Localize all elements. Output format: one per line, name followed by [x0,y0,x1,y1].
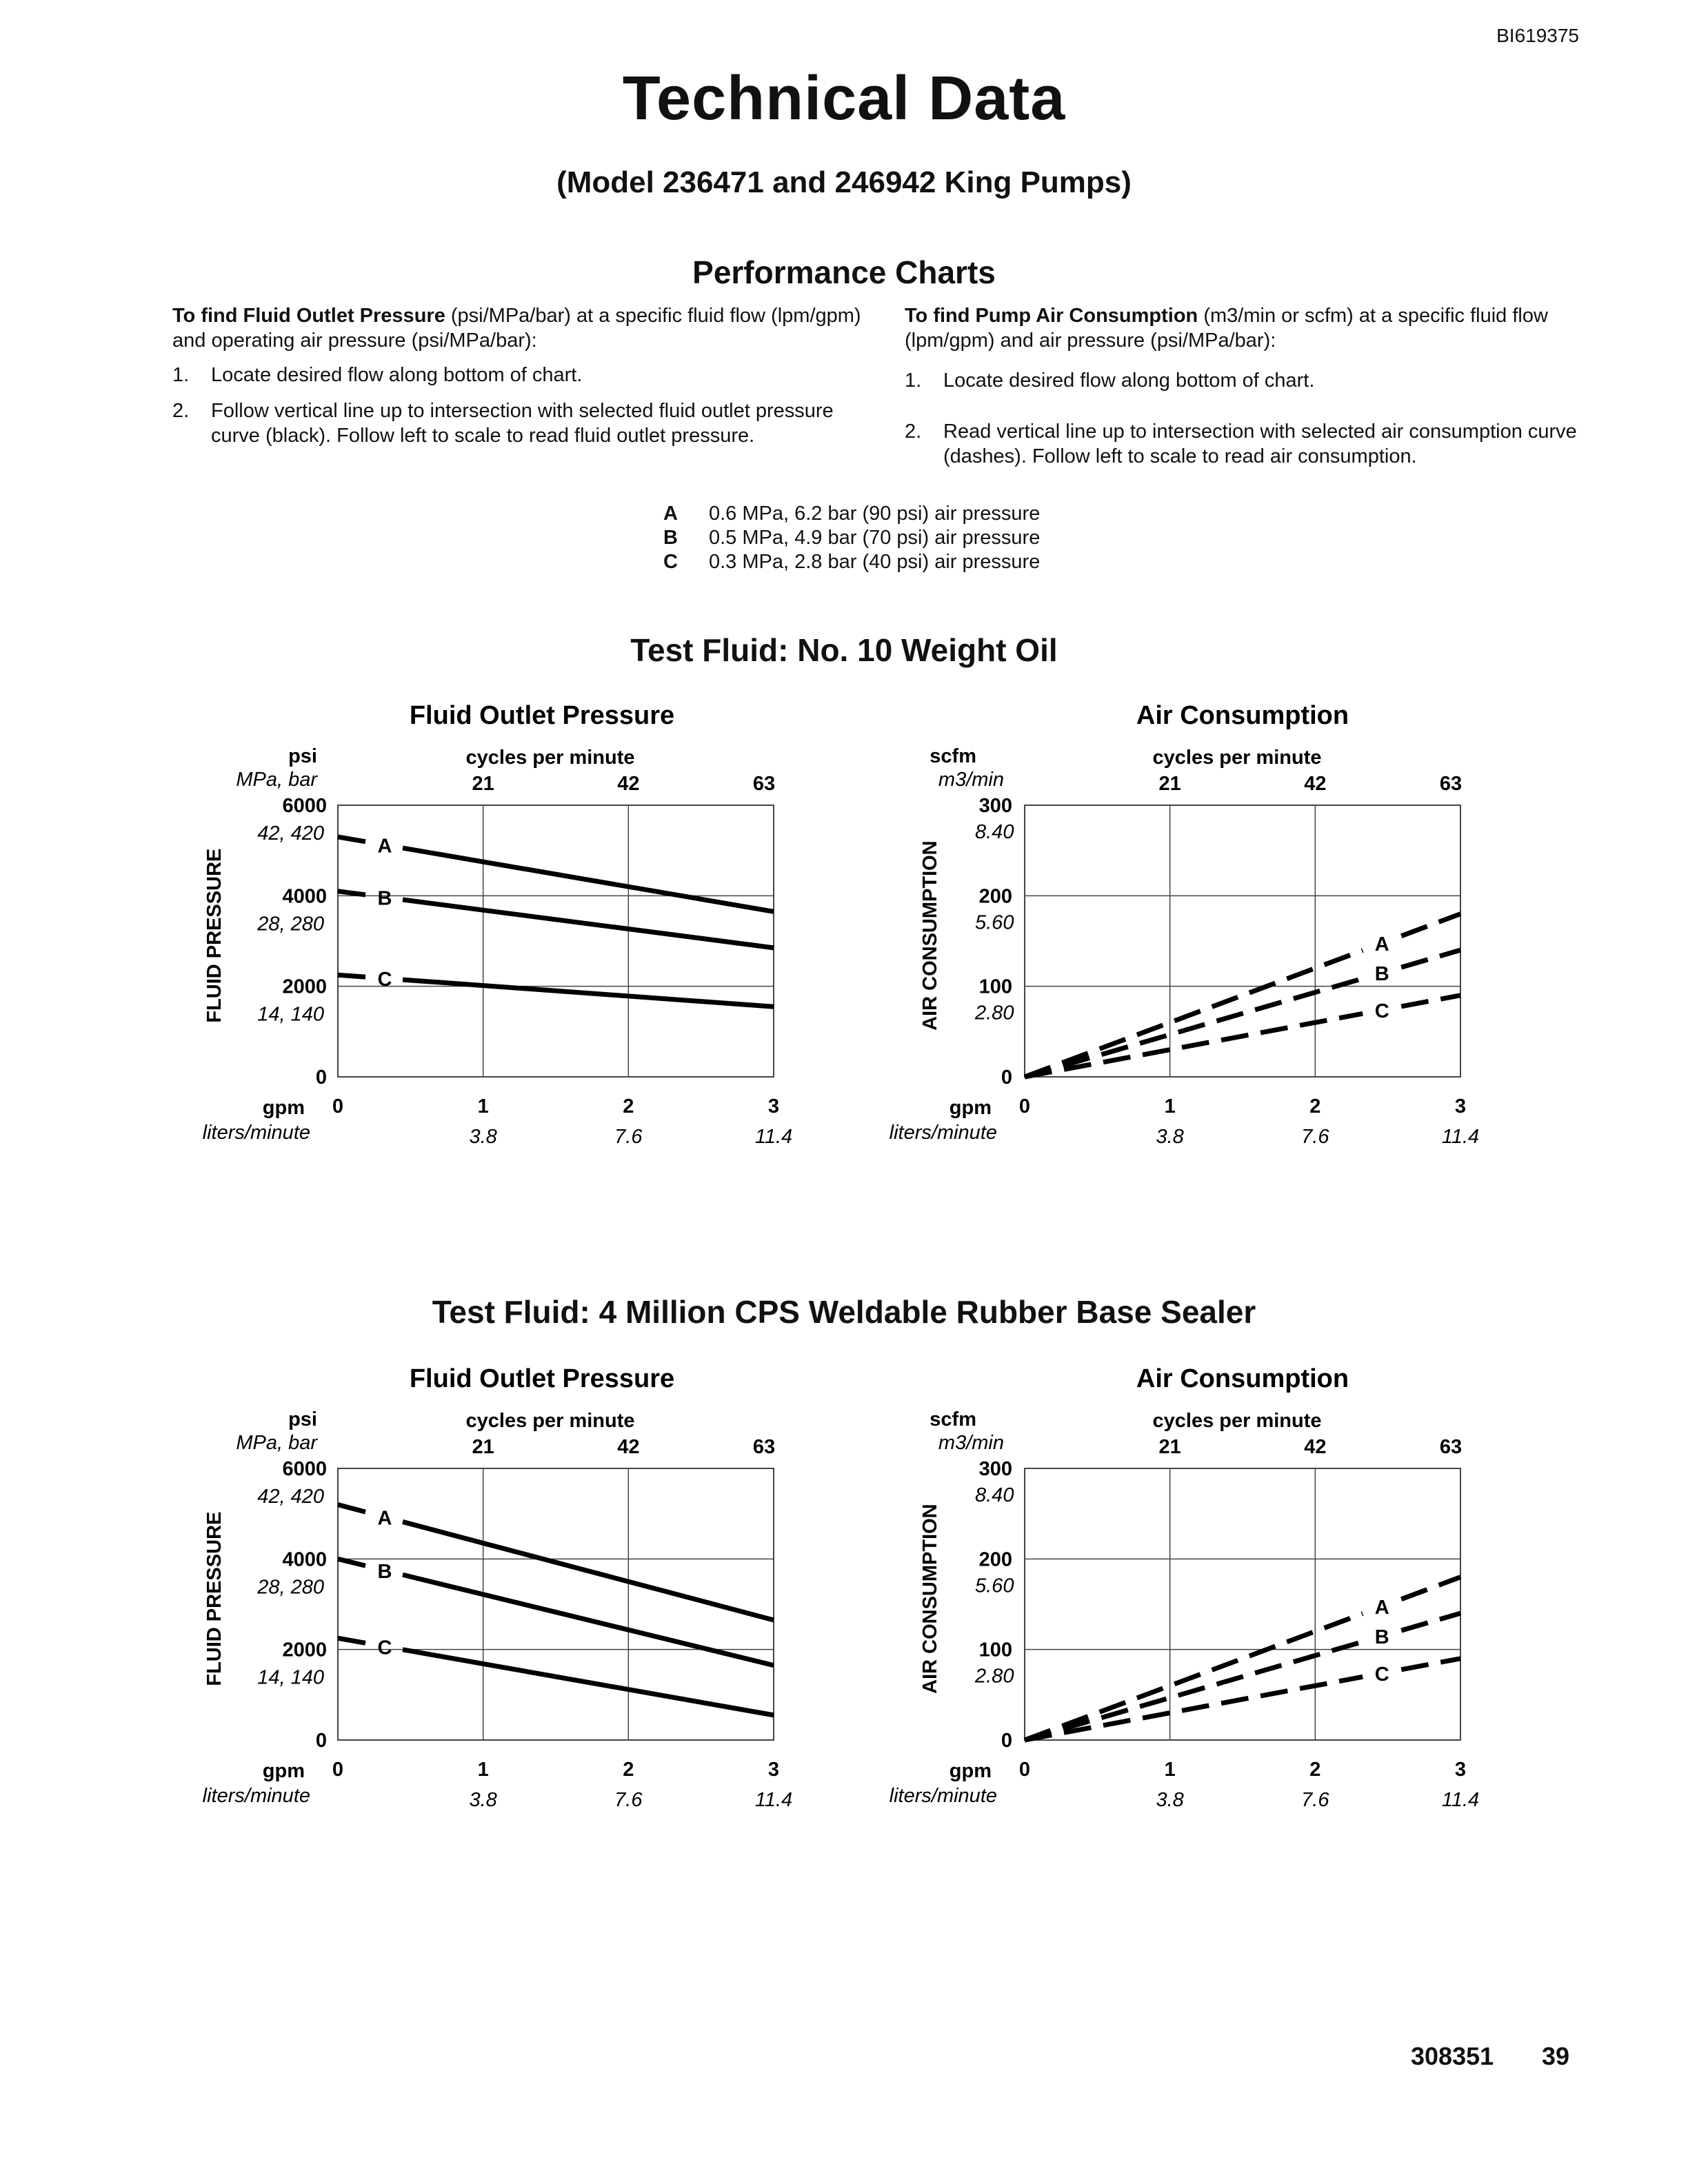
x-tick-secondary-label: 7.6 [614,1126,643,1148]
y-tick-label: 4000 [282,885,327,908]
series-label-A: A [377,835,392,858]
x-tick-label: 2 [1309,1759,1321,1781]
series-label-B: B [1374,1626,1389,1649]
series-line-A [1401,1577,1460,1599]
series-label-B: B [1374,963,1389,986]
x-tick-label: 0 [332,1759,344,1781]
y-tick-label: 300 [978,795,1012,817]
y-tick-label: 100 [978,1639,1012,1661]
x-axis-label-lpm: liters/minute [202,1785,310,1807]
cycles-tick-label: 21 [472,1436,494,1458]
y-tick-secondary-label: 2.80 [975,1665,1014,1688]
legend-key: C [663,551,678,573]
y-tick-label: 300 [978,1458,1012,1480]
x-tick-label: 1 [477,1095,489,1118]
step-text: Locate desired flow along bottom of chart. [211,364,583,386]
x-tick-label: 0 [1018,1095,1031,1118]
instructions-lead: To find Fluid Outlet Pressure [172,305,445,327]
chart-title: Air Consumption [1136,701,1349,730]
x-tick-secondary-label: 11.4 [1441,1789,1480,1811]
cycles-tick-label: 63 [752,773,776,795]
document-id: BI619375 [1496,25,1579,46]
x-tick-label: 1 [477,1759,489,1781]
y-tick-secondary-label: 28, 280 [257,1576,324,1599]
x-axis-label-lpm: liters/minute [889,1785,997,1807]
y-tick-secondary-label: 14, 140 [257,1003,324,1026]
x-tick-label: 3 [1454,1759,1467,1781]
x-tick-secondary-label: 11.4 [1441,1126,1480,1148]
step-number: 1. [905,370,922,392]
y-unit-primary: psi [288,745,317,767]
cycles-tick-label: 42 [617,773,640,795]
y-tick-label: 200 [978,1548,1012,1571]
x-tick-secondary-label: 7.6 [614,1789,643,1811]
y-unit-primary: psi [288,1408,317,1430]
series-label-C: C [1374,1664,1389,1686]
series-line-B [1025,1641,1363,1740]
y-unit-secondary: m3/min [938,769,1004,791]
footer-page-number: 39 [1542,2042,1570,2070]
y-tick-secondary-label: 5.60 [975,911,1014,934]
instructions-lead-rest: (m3/min or scfm) at a specific fluid flow (lpm/gpm) and air pressure (psi/MPa/bar): [905,305,1548,352]
y-tick-label: 100 [978,975,1012,998]
x-axis-label-lpm: liters/minute [889,1122,997,1144]
x-tick-secondary-label: 7.6 [1301,1126,1329,1148]
series-label-B: B [377,887,392,910]
x-tick-label: 2 [1309,1095,1321,1118]
cycles-axis-label: cycles per minute [1152,747,1322,769]
y-tick-label: 2000 [282,1639,327,1661]
legend-text: 0.6 MPa, 6.2 bar (90 psi) air pressure [709,503,1041,525]
x-tick-secondary-label: 3.8 [1156,1126,1184,1148]
series-line-C [1025,1677,1363,1740]
x-axis-label-gpm: gpm [262,1760,305,1782]
y-tick-secondary-label: 8.40 [975,1484,1014,1506]
y-unit-secondary: MPa, bar [236,769,317,791]
y-tick-label: 0 [1001,1066,1012,1089]
legend-key: B [663,527,678,549]
series-label-C: C [377,969,392,991]
cycles-tick-label: 21 [1158,1436,1181,1458]
x-axis-label-gpm: gpm [949,1760,992,1782]
x-tick-secondary-label: 3.8 [469,1789,497,1811]
step-number: 2. [172,400,190,422]
step-text: Locate desired flow along bottom of chart. [943,370,1315,392]
legend-key: A [663,503,678,525]
y-tick-label: 0 [315,1066,327,1089]
series-line-C [1401,1659,1460,1670]
y-tick-secondary-label: 42, 420 [257,1486,324,1508]
y-tick-label: 6000 [282,795,327,817]
y-axis-label: FLUID PRESSURE [203,1511,225,1686]
x-tick-secondary-label: 3.8 [469,1126,497,1148]
series-label-A: A [1374,933,1389,956]
x-tick-label: 2 [623,1095,634,1118]
y-tick-secondary-label: 28, 280 [257,913,324,936]
legend-text: 0.3 MPa, 2.8 bar (40 psi) air pressure [709,551,1041,573]
y-tick-secondary-label: 14, 140 [257,1666,324,1689]
y-tick-label: 200 [978,885,1012,908]
x-tick-label: 0 [1018,1759,1031,1781]
page-subtitle: (Model 236471 and 246942 King Pumps) [556,165,1132,199]
series-label-A: A [1374,1597,1389,1619]
x-axis-label-gpm: gpm [262,1097,305,1119]
chart-title: Fluid Outlet Pressure [409,701,675,730]
cycles-tick-label: 42 [1304,1436,1327,1458]
y-unit-primary: scfm [930,745,976,767]
y-tick-label: 0 [1001,1730,1012,1752]
y-unit-secondary: MPa, bar [236,1432,317,1454]
y-tick-secondary-label: 42, 420 [257,822,324,845]
step-text: Read vertical line up to intersection with selected air consumption curve (dashes). Follow left to scale to read air consumption. [943,421,1577,467]
x-axis-label-gpm: gpm [949,1097,992,1119]
x-tick-secondary-label: 7.6 [1301,1789,1329,1811]
legend-text: 0.5 MPa, 4.9 bar (70 psi) air pressure [709,527,1041,549]
y-tick-secondary-label: 8.40 [975,821,1014,843]
series-label-C: C [1374,1000,1389,1023]
cycles-tick-label: 63 [1439,1436,1463,1458]
page-title: Technical Data [622,64,1066,133]
cycles-axis-label: cycles per minute [1152,1410,1322,1432]
cycles-tick-label: 42 [1304,773,1327,795]
step-text: Follow vertical line up to intersection with selected fluid outlet pressure curve (black). Follow left to scale to read fluid outlet pressure. [211,400,834,447]
performance-charts-heading: Performance Charts [692,254,996,290]
x-tick-label: 1 [1164,1759,1176,1781]
step-number: 2. [905,421,922,443]
y-tick-label: 0 [315,1730,327,1752]
x-tick-label: 2 [623,1759,634,1781]
chart-title: Fluid Outlet Pressure [409,1364,675,1393]
y-unit-secondary: m3/min [938,1432,1004,1454]
series-line-A [1025,1614,1363,1740]
cycles-axis-label: cycles per minute [465,747,635,769]
footer-document-number: 308351 [1411,2042,1494,2070]
x-axis-label-lpm: liters/minute [202,1122,310,1144]
cycles-tick-label: 63 [752,1436,776,1458]
x-tick-secondary-label: 3.8 [1156,1789,1184,1811]
y-tick-label: 4000 [282,1548,327,1571]
x-tick-label: 3 [767,1095,780,1118]
series-label-A: A [377,1507,392,1530]
series-label-C: C [377,1637,392,1659]
step-number: 1. [172,364,190,386]
x-tick-label: 3 [767,1759,780,1781]
y-axis-label: AIR CONSUMPTION [919,1504,941,1694]
instructions-lead-rest: (psi/MPa/bar) at a specific fluid flow (lpm/gpm) and operating air pressure (psi/MPa/bar): [172,305,861,352]
x-tick-secondary-label: 11.4 [754,1126,793,1148]
cycles-tick-label: 21 [472,773,494,795]
y-tick-label: 2000 [282,975,327,998]
x-tick-label: 3 [1454,1095,1467,1118]
x-tick-secondary-label: 11.4 [754,1789,793,1811]
cycles-tick-label: 42 [617,1436,640,1458]
section-title-oil: Test Fluid: No. 10 Weight Oil [630,632,1058,668]
y-axis-label: FLUID PRESSURE [203,848,225,1023]
y-tick-secondary-label: 2.80 [975,1002,1014,1024]
cycles-tick-label: 63 [1439,773,1463,795]
cycles-axis-label: cycles per minute [465,1410,635,1432]
y-unit-primary: scfm [930,1408,976,1430]
y-tick-secondary-label: 5.60 [975,1575,1014,1597]
x-tick-label: 1 [1164,1095,1176,1118]
series-line-B [1401,1613,1460,1630]
section-title-sealer: Test Fluid: 4 Million CPS Weldable Rubber Base Sealer [432,1294,1256,1330]
instructions-lead: To find Pump Air Consumption [905,305,1198,327]
y-tick-label: 6000 [282,1458,327,1480]
x-tick-label: 0 [332,1095,344,1118]
series-label-B: B [377,1560,392,1583]
chart-title: Air Consumption [1136,1364,1349,1393]
cycles-tick-label: 21 [1158,773,1181,795]
y-axis-label: AIR CONSUMPTION [919,840,941,1031]
